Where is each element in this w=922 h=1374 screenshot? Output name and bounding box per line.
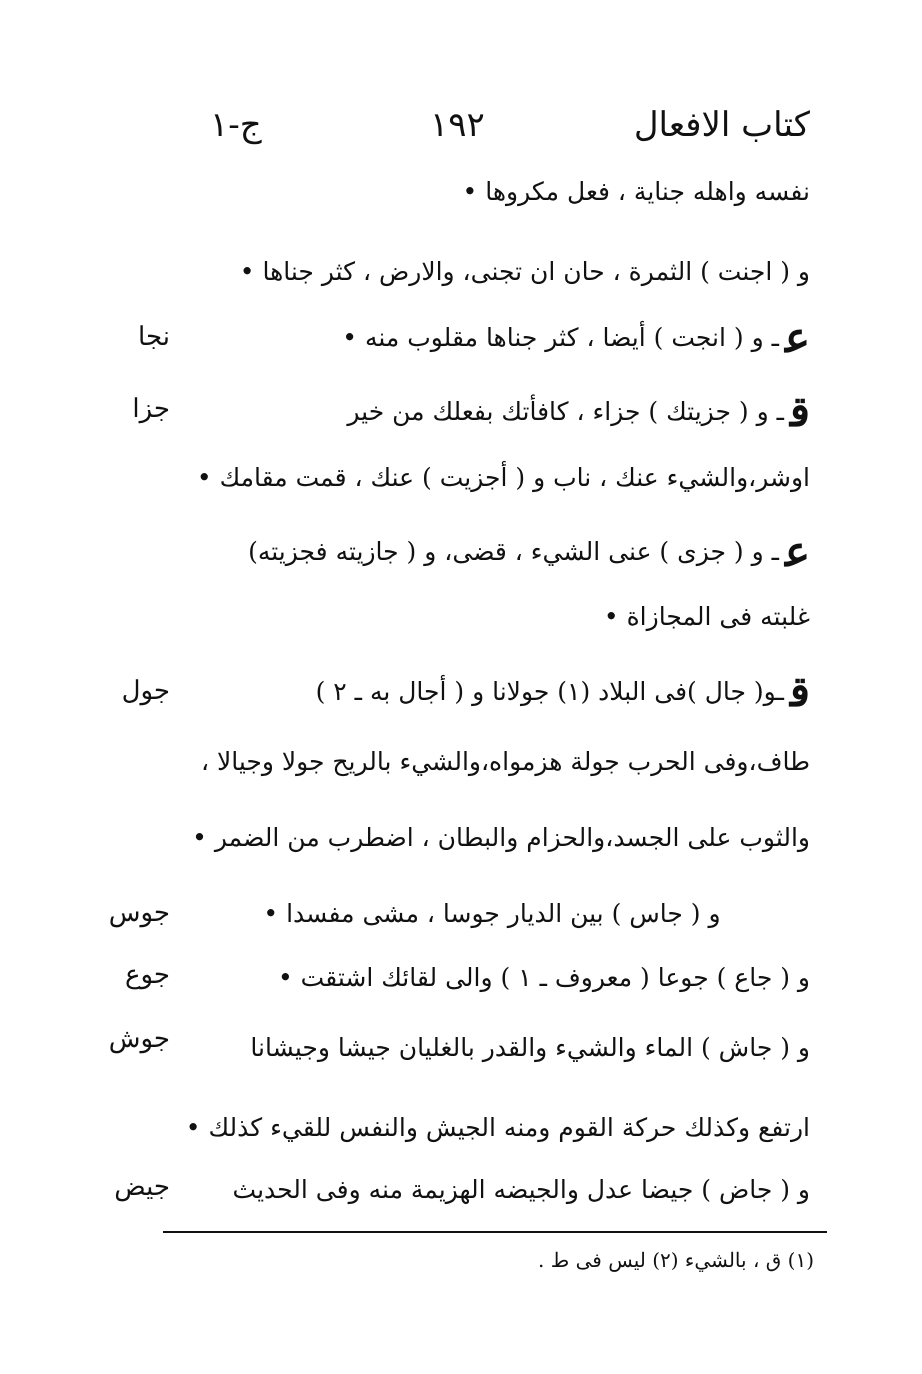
line-text: و ( جاش ) الماء والشيء والقدر بالغليان جيشا وجيشانا	[250, 1033, 810, 1062]
line-text: و ( جاس ) بين الديار جوسا ، مشى مفسدا •	[263, 899, 721, 928]
source-symbol: ع	[784, 527, 810, 576]
margin-root-word: جول	[121, 676, 170, 706]
line-text: و ( اجنت ) الثمرة ، حان ان تجنى، والارض ، كثر جناها •	[239, 257, 810, 286]
line-text: ـ و ( جزيتك ) جزاء ، كافأتك بفعلك من خير	[347, 397, 784, 426]
text-line	[170, 597, 810, 637]
text-line	[170, 252, 810, 292]
line-text: ـ و ( جزى ) عنى الشيء ، قضى، و ( جازيته فجزيته)	[248, 537, 779, 566]
footnote-divider	[163, 1231, 827, 1233]
margin-root-word: جيض	[114, 1172, 170, 1202]
page-number: ١٩٢	[430, 105, 485, 145]
text-line	[170, 527, 810, 576]
source-symbol: ع	[784, 313, 810, 362]
text-line	[170, 458, 810, 498]
line-text: و ( جاع ) جوعا ( معروف ـ ١ ) والى لقائك اشتقت •	[277, 963, 810, 992]
book-title: كتاب الافعال	[633, 105, 810, 145]
text-line	[170, 313, 810, 362]
volume-label: ج-١	[210, 105, 262, 145]
text-line	[170, 742, 810, 782]
line-text: والثوب على الجسد،والحزام والبطان ، اضطرب من الضمر •	[192, 823, 810, 852]
margin-root-word: جوع	[124, 960, 170, 990]
margin-root-word: نجا	[138, 322, 170, 352]
text-line	[170, 1170, 810, 1210]
text-line	[170, 958, 810, 998]
line-text: اوشر،والشيء عنك ، ناب و ( أجزيت ) عنك ، قمت مقامك •	[196, 463, 810, 492]
line-text: و ( جاض ) جيضا عدل والجيضه الهزيمة منه وفى الحديث	[232, 1175, 810, 1204]
text-line	[170, 1028, 810, 1068]
line-text: نفسه واهله جناية ، فعل مكروها •	[462, 177, 810, 206]
source-symbol: ق	[789, 667, 810, 716]
text-line	[232, 894, 752, 934]
page-header	[190, 105, 810, 155]
text-line	[170, 172, 810, 212]
line-text: ارتفع وكذلك حركة القوم ومنه الجيش والنفس للقيء كذلك •	[185, 1113, 810, 1142]
line-text: طاف،وفى الحرب جولة هزمواه،والشيء بالريح جولا وجيالا ،	[200, 747, 810, 776]
line-text: ـ و ( انجت ) أيضا ، كثر جناها مقلوب منه •	[342, 323, 779, 352]
text-line	[170, 818, 810, 858]
source-symbol: ق	[789, 387, 810, 436]
margin-root-word: جوش	[108, 1024, 170, 1054]
margin-root-word: جزا	[132, 394, 170, 424]
margin-root-word: جوس	[108, 898, 170, 928]
line-text: غلبته فى المجازاة •	[603, 602, 810, 631]
line-text: ـو( جال )فى البلاد (١) جولانا و ( أجال به ـ ٢ )	[315, 677, 784, 706]
text-line	[170, 667, 810, 716]
footnote: (١) ق ، بالشيء (٢) ليس فى ط .	[538, 1248, 814, 1272]
text-line	[170, 387, 810, 436]
text-line	[170, 1108, 810, 1148]
